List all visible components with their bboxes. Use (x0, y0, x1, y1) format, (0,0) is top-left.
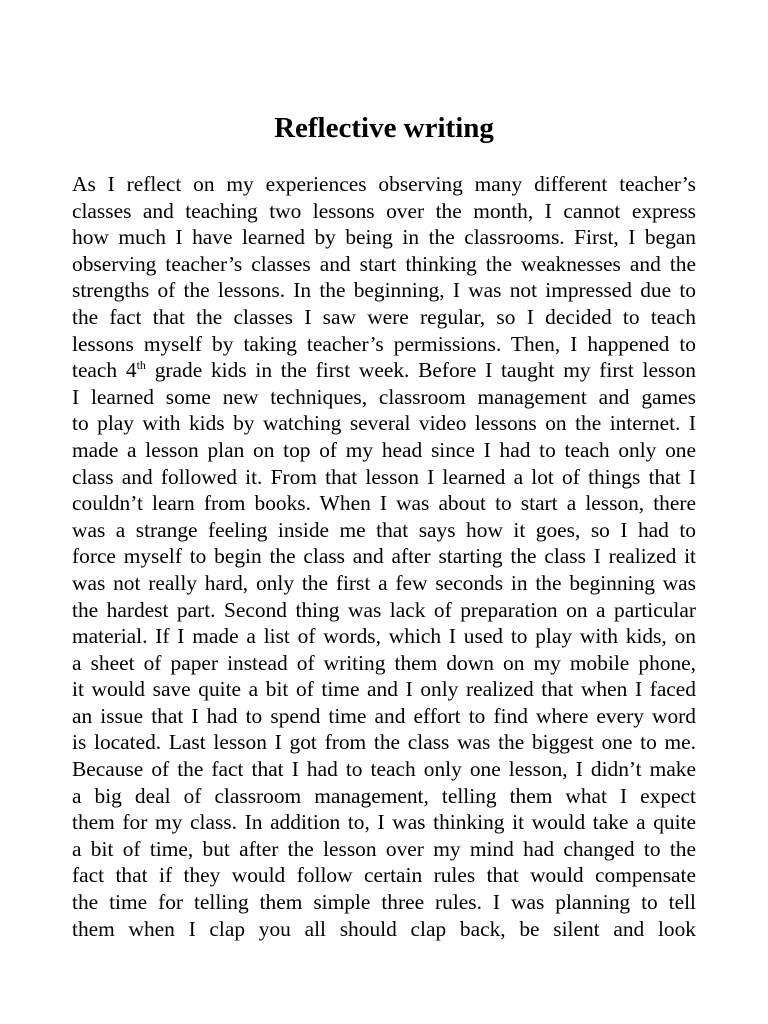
text-line: the hardest part. Second thing was lack of preparation on a particular (72, 597, 696, 622)
text-line: the time for telling them simple three rules. I was planning to tell (72, 890, 696, 915)
text-line: the fact that the classes I saw were regular, so I decided to teach (72, 304, 696, 329)
text-line: them for my class. In addition to, I was thinking it would take a quite (72, 810, 696, 835)
text-line: lessons myself by taking teacher’s permissions. Then, I happened to (72, 331, 696, 356)
page-title: Reflective writing (274, 112, 494, 144)
text-line: I learned some new techniques, classroom management and games (72, 384, 696, 409)
text-line: them when I clap you all should clap back, be silent and look (72, 916, 696, 941)
text-line: strengths of the lessons. In the beginning, I was not impressed due to (72, 278, 696, 303)
text-line: was a strange feeling inside me that says how it goes, so I had to (72, 517, 696, 542)
text-line: a bit of time, but after the lesson over my mind had changed to the (72, 836, 696, 861)
text-line: class and followed it. From that lesson I learned a lot of things that I (72, 464, 696, 489)
text-segment: grade kids in the first week. Before I taught my first lesson (145, 358, 697, 383)
text-line: observing teacher’s classes and start thinking the weaknesses and the (72, 251, 696, 276)
body-paragraph (72, 171, 696, 942)
text-line: Because of the fact that I had to teach only one lesson, I didn’t make (72, 757, 696, 782)
text-line: how much I have learned by being in the classrooms. First, I began (72, 225, 696, 250)
text-line-with-superscript (72, 357, 696, 384)
text-line: couldn’t learn from books. When I was about to start a lesson, there (72, 491, 696, 516)
text-segment: teach 4 (72, 358, 137, 383)
text-line: classes and teaching two lessons over the month, I cannot express (72, 198, 696, 223)
text-line: a sheet of paper instead of writing them down on my mobile phone, (72, 650, 696, 675)
text-line: material. If I made a list of words, which I used to play with kids, on (72, 624, 696, 649)
text-line: force myself to begin the class and after starting the class I realized it (72, 544, 696, 569)
text-line: As I reflect on my experiences observing many different teacher’s (72, 172, 696, 196)
text-line: was not really hard, only the first a few seconds in the beginning was (72, 570, 696, 595)
text-line: fact that if they would follow certain rules that would compensate (72, 863, 696, 888)
text-line: is located. Last lesson I got from the class was the biggest one to me. (72, 730, 696, 755)
text-line: to play with kids by watching several video lessons on the internet. I (72, 411, 696, 436)
text-line: it would save quite a bit of time and I only realized that when I faced (72, 677, 696, 702)
text-line: made a lesson plan on top of my head since I had to teach only one (72, 437, 696, 462)
text-line: a big deal of classroom management, telling them what I expect (72, 783, 696, 808)
text-line: an issue that I had to spend time and effort to find where every word (72, 703, 696, 728)
ordinal-superscript: th (136, 358, 146, 373)
